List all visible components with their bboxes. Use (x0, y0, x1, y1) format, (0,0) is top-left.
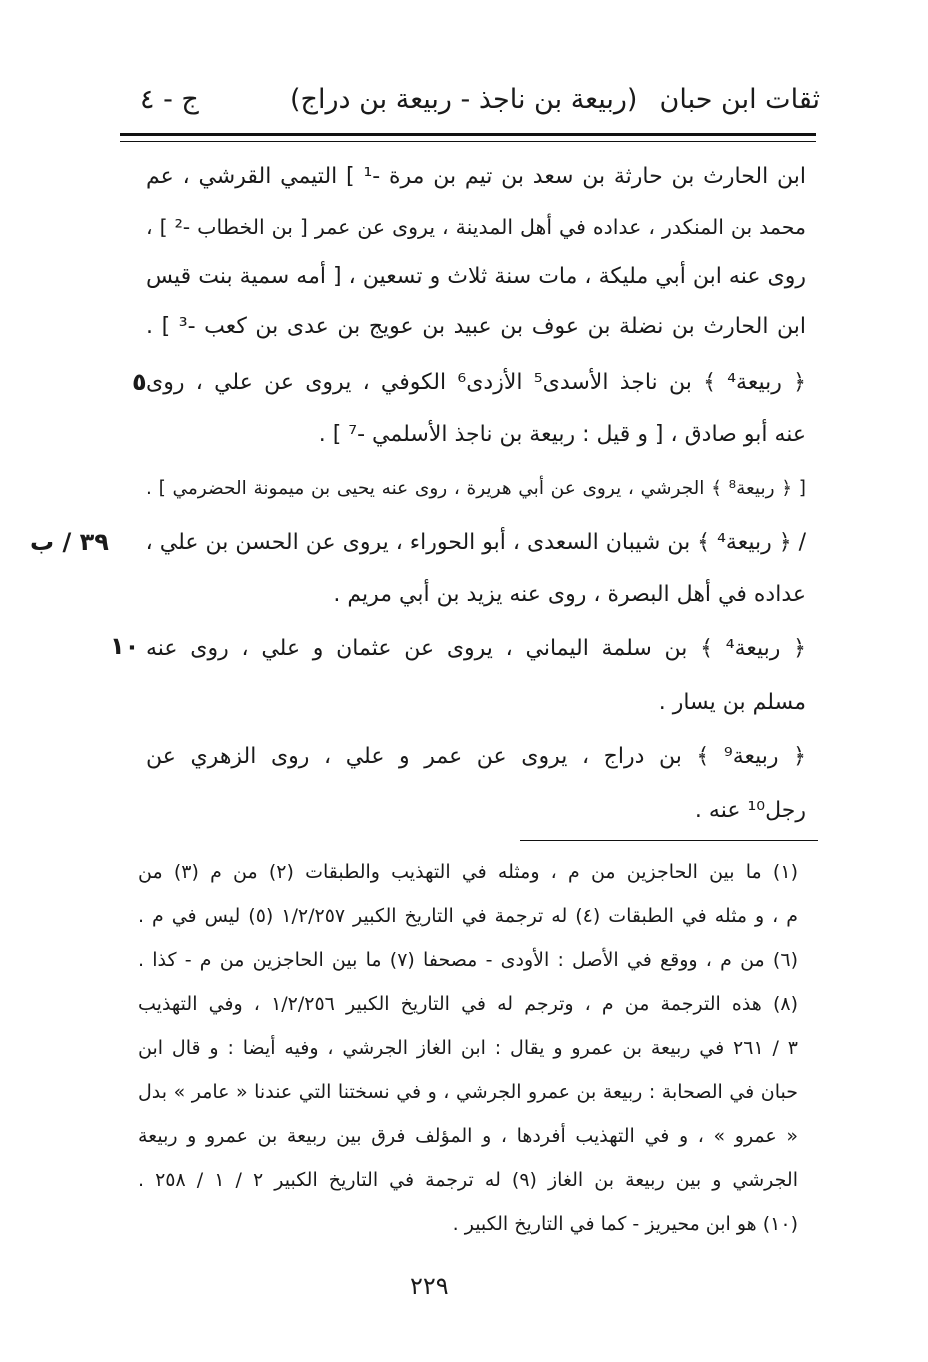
footnote-line: حبان في الصحابة : ربيعة بن عمرو الجرشي ، و في نسختنا التي عندنا « عامر » بدل (138, 1081, 798, 1103)
footnote-line: ٣ / ٢٦١ في ربيعة بن عمرو و يقال : ابن الغاز الجرشي ، وفيه أيضا : و قال ابن (138, 1037, 799, 1059)
text-line: رجل¹⁰ عنه . (694, 798, 806, 823)
header-book-title: ثقات ابن حبان (659, 84, 820, 115)
text-line: ﴿ ربيعة⁴ ﴾ بن سلمة اليماني ، يروى عن عثمان و علي ، روى عنه (146, 636, 806, 661)
text-line: ابن الحارث بن حارثة بن سعد بن تيم بن مرة -¹ ] التيمي القرشي ، عم (146, 164, 807, 189)
text-line: روى عنه ابن أبي مليكة ، مات سنة ثلاث و تسعين ، [ أمه سمية بنت قيس (146, 264, 806, 289)
margin-folio-marker: ٣٩ / ب (30, 528, 109, 556)
margin-line-number: ١٠ (110, 632, 140, 660)
footnote-line: (١٠) هو ابن محيريز - كما في التاريخ الكبير . (452, 1213, 798, 1235)
footnote-line: (٦) من م ، ووقع في الأصل : الأودى - مصحفا (٧) ما بين الحاجزين من م - كذا . (138, 949, 798, 971)
margin-line-number: ٥ (132, 368, 147, 396)
header-rule-thick (120, 133, 816, 136)
text-line: ﴿ ربيعة⁹ ﴾ بن دراج ، يروى عن عمر و علي ، روى الزهري عن (146, 744, 806, 769)
footnote-line: (١) ما بين الحاجزين من م ، ومثله في التهذيب والطبقات (٢) من م (٣) من (138, 861, 798, 883)
header-rule-thin (120, 141, 816, 142)
text-line: عداده في أهل البصرة ، روى عنه يزيد بن أبي مريم . (333, 582, 806, 607)
header-subject: (ربيعة بن ناجذ - ربيعة بن دراج) (290, 84, 638, 115)
text-line: ﴿ ربيعة⁴ ﴾ بن ناجذ الأسدى⁵ الأزدى⁶ الكوفي ، يروى عن علي ، روى (146, 370, 806, 395)
footnote-line: م ، و مثله في الطبقات (٤) له ترجمة في التاريخ الكبير ١/٢/٢٥٧ (٥) ليس في م . (138, 905, 799, 927)
text-line: [ ﴿ ربيعة⁸ ﴾ الجرشي ، يروى عن أبي هريرة ، روى عنه يحيى بن ميمونة الحضرمي ] . (146, 478, 806, 499)
footnote-line: « عمرو » ، و في التهذيب أفردها ، و المؤلف فرق بين ربيعة بن عمرو و ربيعة (138, 1125, 798, 1147)
text-line: مسلم بن يسار . (658, 690, 806, 715)
text-line: / ﴿ ربيعة⁴ ﴾ بن شيبان السعدى ، أبو الحوراء ، يروى عن الحسن بن علي ، (145, 530, 806, 555)
text-line: محمد بن المنكدر ، عداده في أهل المدينة ، يروى عن عمر [ بن الخطاب -² ] ، (146, 215, 806, 239)
footnote-line: (٨) هذه الترجمة من م ، وترجم له في التاريخ الكبير ١/٢/٢٥٦ ، وفي التهذيب (138, 993, 798, 1015)
footnote-line: الجرشي و بين ربيعة بن الغاز (٩) له ترجمة في التاريخ الكبير ٢ / ١ / ٢٥٨ . (138, 1169, 798, 1191)
header-volume: ج - ٤ (140, 84, 199, 115)
running-header (130, 84, 820, 128)
footnote-separator (520, 840, 818, 841)
page-number: ٢٢٩ (410, 1272, 449, 1300)
text-line: عنه أبو صادق ، [ و قيل : ربيعة بن ناجذ الأسلمي -⁷ ] . (318, 422, 806, 447)
text-line: ابن الحارث بن نضلة بن عوف بن عبيد بن عويج بن عدى بن كعب -³ ] . (146, 314, 807, 339)
